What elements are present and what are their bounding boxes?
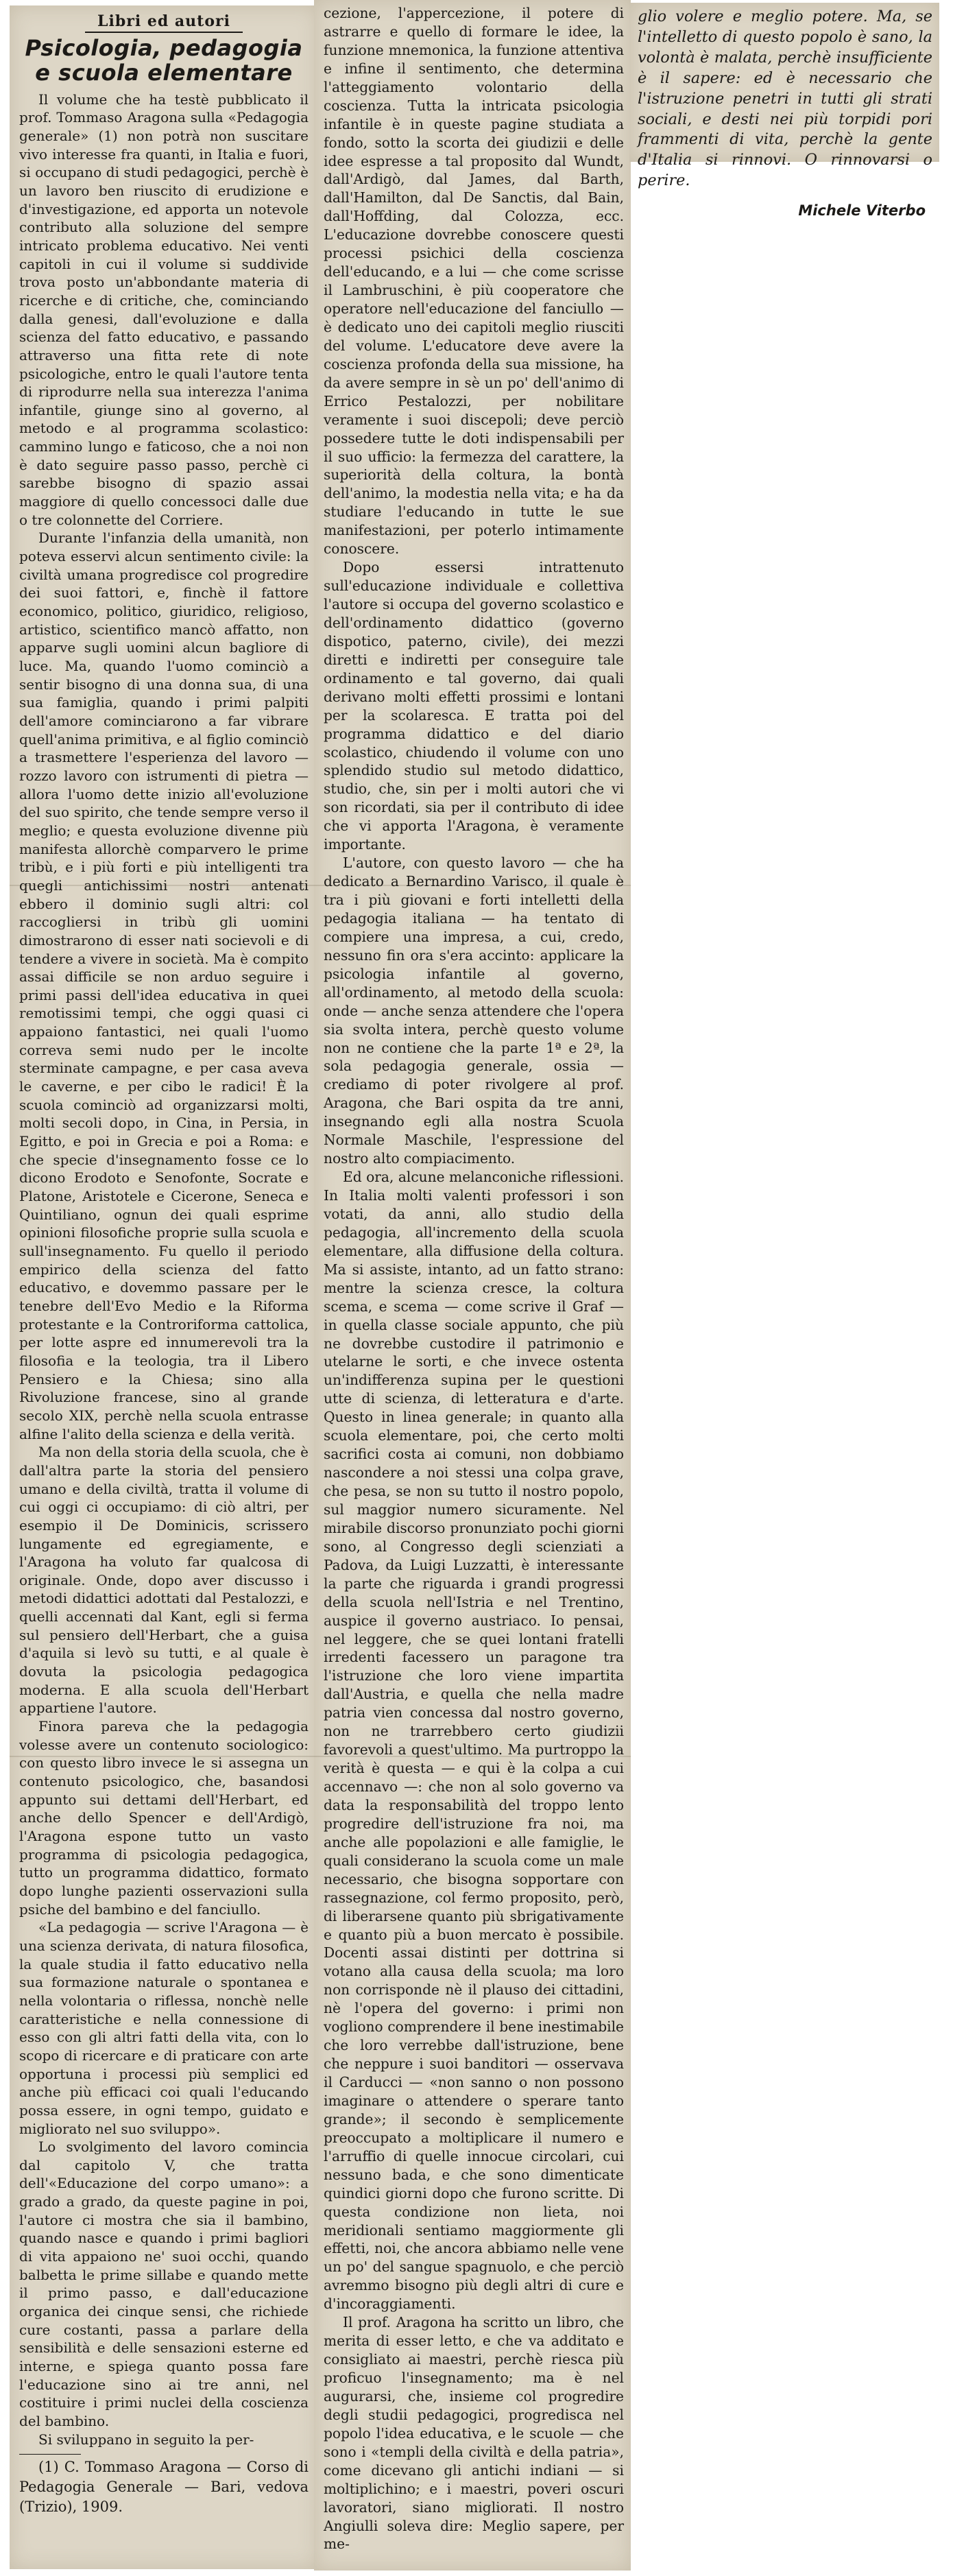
footnote: (1) C. Tommaso Aragona — Corso di Pedagogia Generale — Bari, vedova (Trizio), 1909. (19, 2459, 309, 2516)
article-column-2 (324, 4, 624, 2553)
paragraph: Lo svolgimento del lavoro comincia dal capitolo V, che tratta dell'«Educazione del corpo umano»: a grado a grado, da queste pagine in poi, l'autore ci mostra che sia il bambino, quando nasce e quando i primi bagliori di vita appaiono ne' suoi occhi, quando balbetta le prime sillabe e quando mette il primo passo, e dall'educazione organica dei cinque sensi, che richiede cure costanti, passa a parlare della sensibilità e delle sensazioni esterne ed interne, e spiega quanto possa fare l'educazione sino ai tre anni, nel costituire i primi nuclei della coscienza del bambino. (19, 2138, 309, 2429)
paragraph: «La pedagogia — scrive l'Aragona — è una scienza derivata, di natura filosofica, la quale studia il fatto educativo nella sua formazione naturale o spontanea e nella volontaria o riflessa, nonchè nelle caratteristiche e nella connessione di esso con gli altri fatti della vita, con lo scopo di ricercare e di praticare con arte opportuna i processi più semplici ed anche più efficaci coi quali l'educando possa essere, in ogni tempo, guidato e migliorato nel suo sviluppo». (19, 1919, 309, 2137)
article-column-3 (638, 7, 932, 222)
paragraph: Dopo essersi intrattenuto sull'educazione individuale e collettiva l'autore si occupa del governo scolastico e dell'ordinamento didattico (governo dispotico, paterno, civile), dei mezzi diretti e indiretti per conseguire tale ordinamento e tal governo, dai quali derivano molti effetti prossimi e lontani per la scolaresca. E tratta poi del programma didattico e del diario scolastico, chiudendo il volume con uno splendido studio sul metodo didattico, studio, che, sin per i molti autori che vi son ricordati, sia per il contributo di idee che vi apporta l'Aragona, è veramente importante. (324, 559, 624, 853)
paragraph: Ed ora, alcune melanconiche riflessioni. In Italia molti valenti professori i son votati, da anni, allo studio della pedagogia, all'incremento della scuola elementare, alla diffusione della coltura. Ma si assiste, intanto, ad un fatto strano: mentre la scienza cresce, la coltura scema, e scema — come scrive il Graf — in quella classe sociale appunto, che più ne dovrebbe custodire il patrimonio e utelarne le sorti, e che invece ostenta un'indifferenza supina per le questioni utte di scienza, di letteratura e d'arte. Questo in linea generale; in quanto alla scuola elementare, poi, che certo molti sacrifici costa ai comuni, non dobbiamo nascondere a noi stessi una colpa grave, che pesa, se non su tutto il nostro popolo, sul maggior numero sicuramente. Nel mirabile discorso pronunziato pochi giorni sono, al Congresso degli scienziati a Padova, da Luigi Luzzatti, è interessante la parte che riguarda i grandi progressi della scuola nell'Istria e nel Trentino, auspice il governo austriaco. Io pensai, nel leggere, che se quei lontani fratelli irredenti facessero un paragone tra l'istruzione che loro viene impartita dall'Austria, e quella che nella madre patria vien concessa dal nostro governo, non ne trarrebbero certo giudizii favorevoli a quest'ultimo. Ma purtroppo la verità è questa — e qui è la colpa a cui accennavo —: che non al solo governo va data la responsabilità del troppo lento progredire dell'istruzione fra noi, ma anche alle popolazioni e alle famiglie, le quali considerano la scuola come un male necessario, che bisogna sopportare con rassegnazione, col fermo proposito, però, di liberarsene quanto più sbrigativamente e quanto più a buon mercato è possibile. Docenti assai distinti per dottrina si votano alla causa della scuola; ma loro non corrisponde nè il plauso dei cittadini, nè l'opera del governo: i primi non vogliono comprendere il bene inestimabile che loro verrebbe dall'istruzione, bene che neppure i suoi banditori — osservava il Carducci — «non sanno o non possono imaginare o attendere o sperare tanto grande»; il secondo è semplicemente preoccupato a moltiplicare il numero e l'arruffio di quelle innocue circolari, cui nessuno bada, e che sono dimenticate quindici giorni dopo che furono scritte. Di questa condizione non lieta, noi meridionali sentiamo maggiormente gli effetti, noi, che ancora abbiamo nelle vene un po' del sangue spagnuolo, e che perciò avremmo bisogno più degli altri di cure e d'incoraggiamenti. (324, 1169, 624, 2313)
paragraph: Finora pareva che la pedagogia volesse avere un contenuto sociologico: con questo libro invece le si assegna un contenuto psicologico, che, basandosi appunto sui dettami dell'Herbart, ed anche dello Spencer e dell'Ardigò, l'Aragona espone tutto un vasto programma di psicologia pedagogica, tutto un programma didattico, formato dopo lunghe pazienti osservazioni sulla psiche del bambino e del fanciullo. (19, 1718, 309, 1918)
article-headline-line-2: e scuola elementare (35, 59, 293, 86)
article-column-1 (19, 12, 309, 2517)
paragraph: Ma non della storia della scuola, che è dall'altra parte la storia del pensiero umano e della civiltà, tratta il volume di cui oggi ci occupiamo: di ciò altri, per esempio il De Dominicis, scrissero lungamente ed egregiamente, e l'Aragona ha voluto far qualcosa di originale. Onde, dopo aver discusso i metodi didattici adottati dal Pestalozzi, e quelli accennati dal Kant, egli si ferma sul pensiero dell'Herbart, che a guisa d'aquila si levò su tutti, e al quale è dovuta la psicologia pedagogica moderna. E alla scuola dell'Herbart appartiene l'autore. (19, 1444, 309, 1717)
paragraph: cezione, l'appercezione, il potere di astrarre e quello di formare le idee, la funzione mnemonica, la funzione attentiva e infine il sentimento, che determina l'atteggiamento volontario della coscienza. Tutta la intricata psicologia infantile è in queste pagine studiata a fondo, sotto la scorta dei giudizii e delle idee espresse a tal proposito dal Wundt, dall'Ardigò, dal James, dal Barth, dall'Hamilton, dal De Sanctis, dal Bain, dall'Hoffding, dal Colozza, ecc. L'educazione dovrebbe conoscere questi processi psichici della coscienza dell'educando, e a lui — che come scrisse il Lambruschini, è più cooperatore che operatore nell'educazione del fanciullo — è dedicato uno dei capitoli meglio riusciti del volume. L'educatore deve avere la coscienza profonda della sua missione, ha da avere sempre in sè un po' dell'animo di Errico Pestalozzi, per nobilitare veramente i suoi discepoli; deve perciò possedere tutte le doti indispensabili per il suo ufficio: la fermezza del carattere, la superiorità della coltura, la bontà dell'animo, la modestia nella vita; e ha da studiare l'educando in tutte le sue manifestazioni, per poterlo intimamente conoscere. (324, 5, 624, 558)
paragraph: Il prof. Aragona ha scritto un libro, che merita di esser letto, e che va additato e consigliato ai maestri, perchè riesca più proficuo l'insegnamento; ma è nel augurarsi, che, insieme col progredire degli studii pedagogici, progredisca nel popolo l'idea educativa, e le scuole — che sono i «templi della civiltà e della patria», come dicevano gli antichi indiani — si moltiplichino; e i maestri, poveri oscuri lavoratori, siano migliorati. Il nostro Angiulli soleva dire: Meglio sapere, per me- (324, 2314, 624, 2553)
paragraph: Durante l'infanzia della umanità, non poteva esservi alcun sentimento civile: la civiltà umana progredisce col progredire dei suoi fattori, e, finchè il fattore economico, politico, giuridico, religioso, artistico, scientifico mancò affatto, non apparve sugli uomini alcun bagliore di luce. Ma, quando l'uomo cominciò a sentir bisogno di una donna sua, di una sua famiglia, quando i primi palpiti dell'amore cominciarono a far vibrare quell'anima primitiva, e al figlio cominciò a trasmettere l'esperienza del lavoro — rozzo lavoro con istrumenti di pietra — allora l'uomo dette inizio all'evoluzione del suo spirito, che tende sempre verso il meglio; e questa evoluzione divenne più manifesta allorchè comparvero le prime tribù, e i più forti e più intelligenti tra quegli antichissimi nostri antenati ebbero il dominio sugli altri: col raccogliersi in tribù gli uomini dimostrarono di esser nati socievoli e di tendere a vivere in società. Ma è compito assai difficile se non arduo seguire i primi passi dell'idea educativa in quei remotissimi tempi, che oggi quasi ci appaiono fantastici, nei quali l'uomo correva semi nudo per le incolte sterminate campagne, e per casa aveva le caverne, e per cibo le radici! È la scuola cominciò ad organizzarsi molti, molti secoli dopo, in Cina, in Persia, in Egitto, e poi in Grecia e poi a Roma: e che specie d'insegnamento fosse ce lo dicono Erodoto e Senofonte, Socrate e Platone, Aristotele e Cicerone, Seneca e Quintiliano, ognun dei quali esprime opinioni filosofiche proprie sulla scuola e sull'insegnamento. Fu quello il periodo empirico della scienza del fatto educativo, e dovemmo passare per le tenebre dell'Evo Medio e la Riforma protestante e la Controriforma cattolica, per lotte aspre ed innumerevoli tra la filosofia e la teologia, tra il Libero Pensiero e la Chiesa; sino alla Rivoluzione francese, sino al grande secolo XIX, perchè nella scuola entrasse alfine l'alito della scienza e della verità. (19, 529, 309, 1442)
footnote-rule (19, 2454, 81, 2455)
author-signature: Michele Viterbo (798, 202, 926, 219)
section-rubric: Libri ed autori (19, 12, 309, 33)
paragraph: Si sviluppano in seguito la per- (38, 2431, 254, 2448)
paragraph: Il volume che ha testè pubblicato il prof. Tommaso Aragona sulla «Pedagogia generale» (1) non potrà non suscitare vivo interesse fra quanti, in Italia e fuori, si occupano di studi pedagogici, perchè è un lavoro ben riuscito di erudizione e d'investigazione, ed apporta un notevole contributo alla soluzione del sempre intricato problema educativo. Nei venti capitoli in cui il volume si suddivide trova posto un'abbondante materia di ricerche e di critiche, che, cominciando dalla genesi, dall'evoluzione e dalla scienza del fatto educativo, e passando attraverso una fitta rete di note psicologiche, entro le quali l'autore tenta di riprodurre nella sua interezza l'anima infantile, giunge sino al governo, al metodo e al programma scolastico: cammino lungo e faticoso, che a noi non è dato seguire passo passo, perchè ci sarebbe bisogno di spazio assai maggiore di quello concessoci dalle due o tre colonnette del Corriere. (19, 91, 309, 528)
article-headline-line-1: Psicologia, pedagogia (25, 34, 303, 61)
paragraph: L'autore, con questo lavoro — che ha dedicato a Bernardino Varisco, il quale è tra i più giovani e forti intelletti della pedagogia italiana — ha tentato di compiere una impresa, a cui, credo, nessuno fin ora s'era accinto: applicare la psicologia infantile al governo, all'ordinamento, al metodo della scuola: onde — anche senza attendere che l'opera sia svolta intera, perchè questo volume non ne contiene che la parte 1ª e 2ª, la sola pedagogia generale, ossia — crediamo di poter rivolgere al prof. Aragona, che Bari ospita da tre anni, insegnando egli alla nostra Scuola Normale Maschile, l'espressione del nostro alto compiacimento. (324, 855, 624, 1167)
paragraph: glio volere e meglio potere. Ma, se l'intelletto di questo popolo è sano, la volontà è malata, perchè insufficiente è il sapere: ed è necessario che l'istruzione penetri in tutti gli strati sociali, e desti nei più torpidi pori frammenti di vita, perchè la gente d'Italia si rinnovi. O rinnovarsi o perire. (638, 8, 932, 190)
